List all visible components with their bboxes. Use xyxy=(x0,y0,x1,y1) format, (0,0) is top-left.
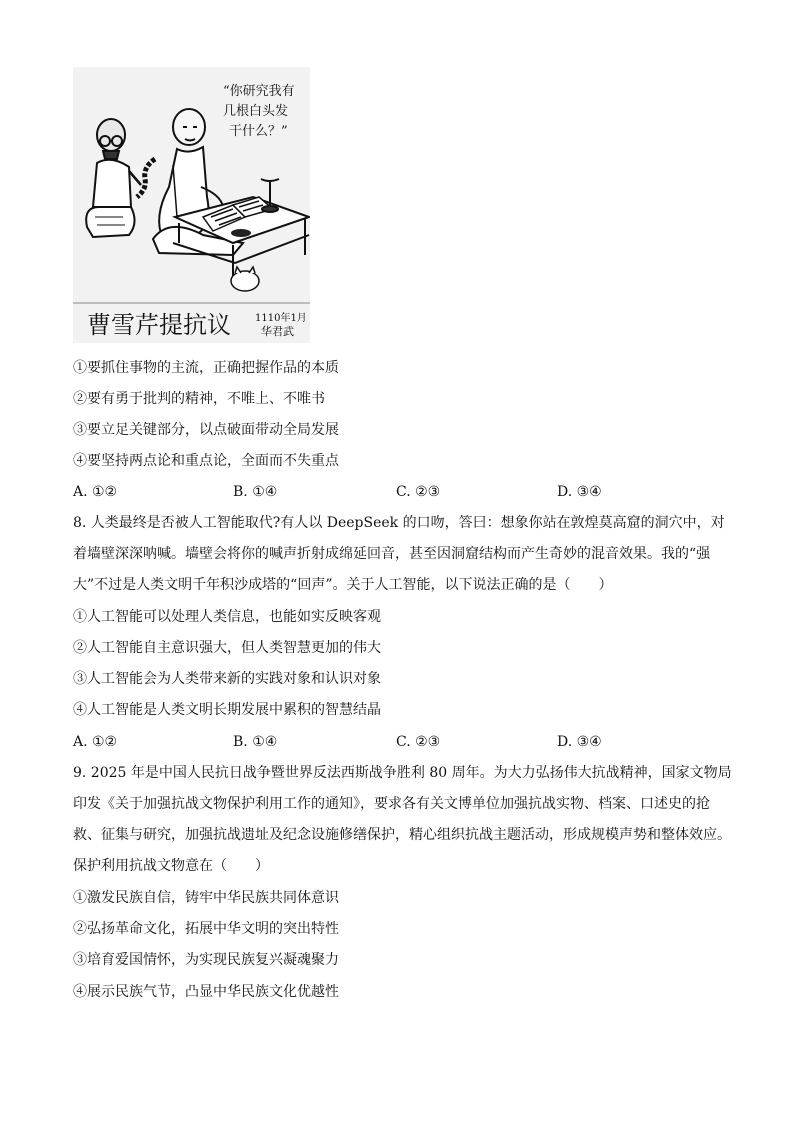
q9-stem: 9. 2025 年是中国人民抗日战争暨世界反法西斯战争胜利 80 周年。为大力弘扬伟大抗战精神，国家文物局印发《关于加强抗战文物保护利用工作的通知》，要求各有关文博单位加强抗战实物、档案、口述史的抢救、征集与研究，加强抗战遗址及纪念设施修缮保护，精心组织抗战主题活动，形成规模声势和整体效应。保护利用抗战文物意在（ ） xyxy=(73,765,732,874)
cartoon-speech-line-2: 几根白头发 xyxy=(223,104,289,119)
q8-options xyxy=(73,732,733,752)
q7-statement-1: ①要抓住事物的主流，正确把握作品的本质 xyxy=(73,360,339,376)
q7-options xyxy=(73,482,733,502)
q8-option-a[interactable]: A. ①② xyxy=(73,734,118,750)
q9-statement-2: ②弘扬革命文化，拓展中华文明的突出特性 xyxy=(73,921,339,937)
q9-statement-3: ③培育爱国情怀，为实现民族复兴凝魂聚力 xyxy=(73,952,339,968)
q8-option-c[interactable]: C. ②③ xyxy=(396,734,441,750)
q7-option-b[interactable]: B. ①④ xyxy=(233,484,278,500)
q7-statement-4: ④要坚持两点论和重点论，全面而不失重点 xyxy=(73,453,339,469)
q8-statement-4: ④人工智能是人类文明长期发展中累积的智慧结晶 xyxy=(73,702,381,718)
ink-stone xyxy=(231,229,251,237)
cartoon-speech-line-1: “你研究我有 xyxy=(223,84,295,99)
cartoon-signature-line-2: 华君武 xyxy=(261,325,294,338)
q7-option-d[interactable]: D. ③④ xyxy=(557,484,602,500)
q9-statement-1: ①激发民族自信，铸牢中华民族共同体意识 xyxy=(73,890,339,906)
q8-option-b[interactable]: B. ①④ xyxy=(233,734,278,750)
cartoon-illustration xyxy=(73,67,310,343)
q7-statement-3: ③要立足关键部分，以点破面带动全局发展 xyxy=(73,422,339,438)
q8-option-d[interactable]: D. ③④ xyxy=(557,734,602,750)
cartoon-speech-line-3: 干什么？” xyxy=(229,124,288,139)
q7-option-a[interactable]: A. ①② xyxy=(73,484,118,500)
q8-statement-3: ③人工智能会为人类带来新的实践对象和认识对象 xyxy=(73,671,381,687)
q7-statement-2: ②要有勇于批判的精神，不唯上、不唯书 xyxy=(73,391,325,407)
q8-stem: 8. 人类最终是否被人工智能取代?有人以 DeepSeek 的口吻，答曰：想象你站在敦煌莫高窟的洞穴中，对着墙壁深深呐喊。墙壁会将你的喊声折射成绵延回音，甚至因洞窟结构而产生奇妙的混音效果。我的“强大”不过是人类文明千年积沙成塔的“回声”。关于人工智能，以下说法正确的是（ ） xyxy=(73,515,725,593)
cartoon-caption: 曹雪芹提抗议 xyxy=(87,311,231,339)
q7-option-c[interactable]: C. ②③ xyxy=(396,484,441,500)
cartoon-signature-line-1: 1110年1月 xyxy=(255,313,307,324)
q8-statement-1: ①人工智能可以处理人类信息，也能如实反映客观 xyxy=(73,609,381,625)
cat xyxy=(231,267,259,291)
q9-statement-4: ④展示民族气节，凸显中华民族文化优越性 xyxy=(73,984,339,1000)
q8-statement-2: ②人工智能自主意识强大，但人类智慧更加的伟大 xyxy=(73,640,381,656)
